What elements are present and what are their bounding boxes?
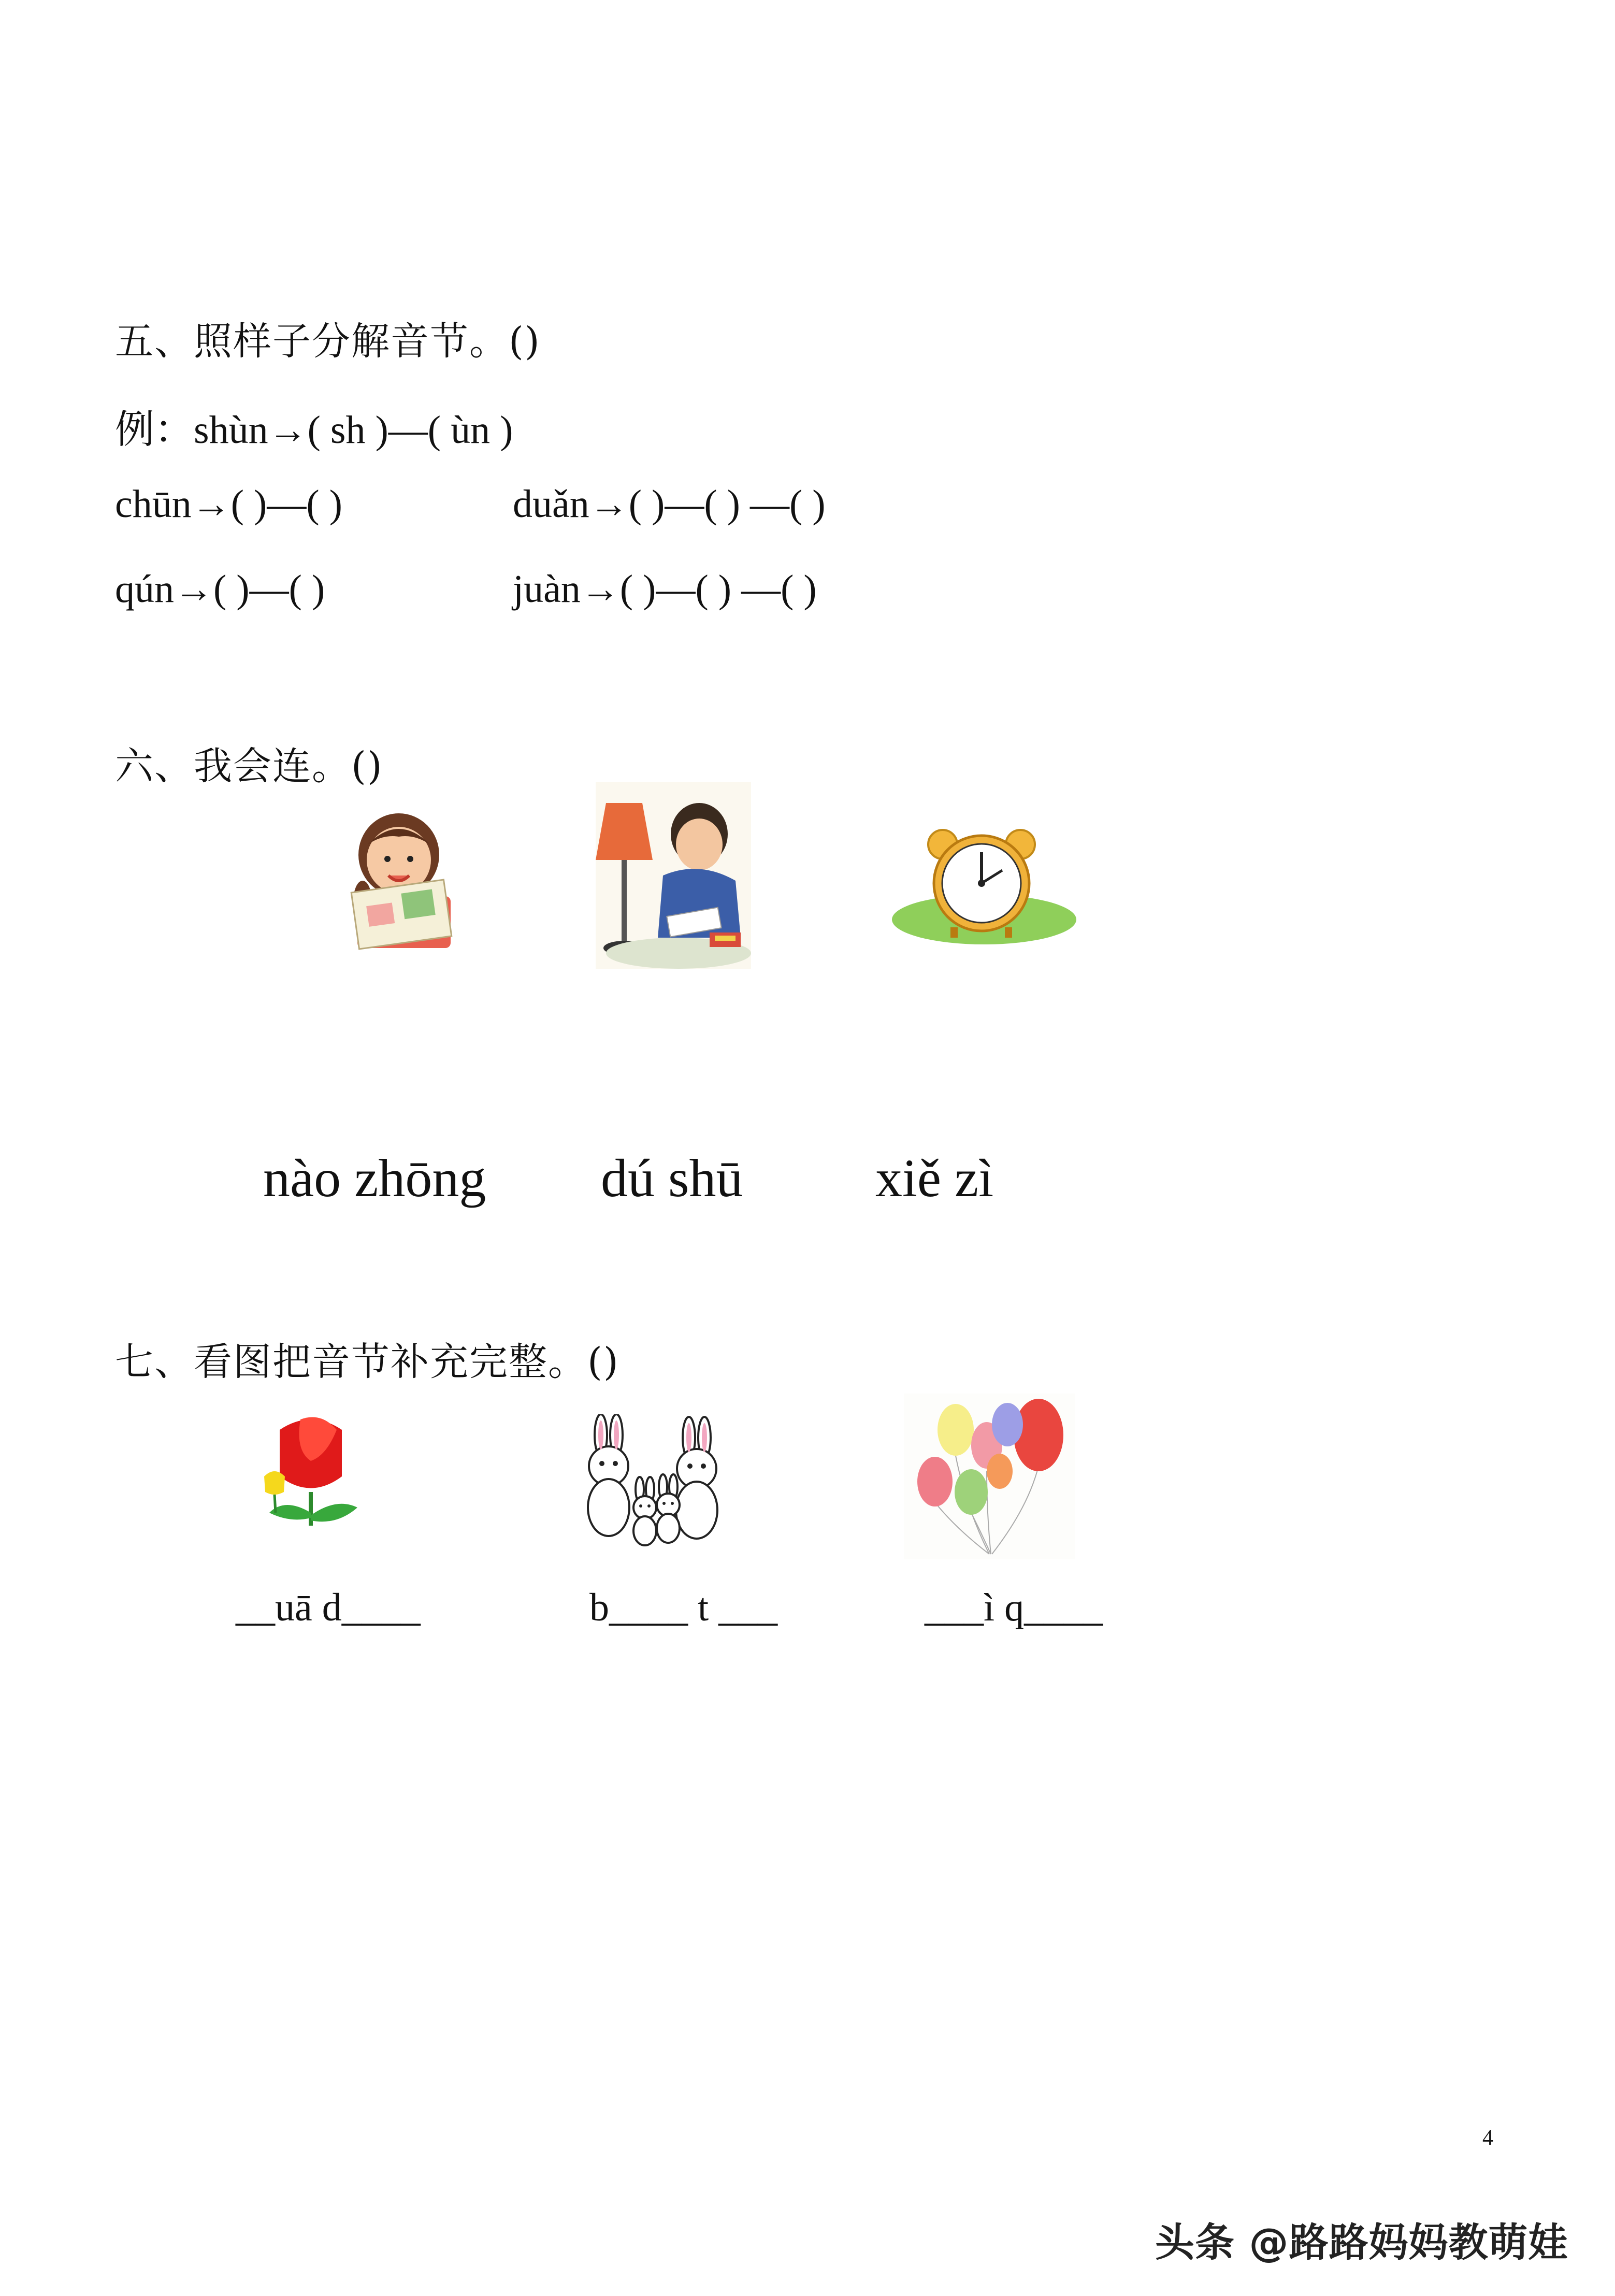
section7-title: 七、看图把音节补充完整。() xyxy=(115,1340,619,1384)
section5-row2-left: qún→( )—( ) xyxy=(115,567,325,611)
blank-balloons: ___ì q____ xyxy=(925,1586,1103,1629)
word-xie-zi: xiě zì xyxy=(875,1149,994,1208)
watermark: 头条 @路路妈妈教萌娃 xyxy=(1155,2219,1568,2265)
section5-example: 例：shùn→( sh )—( ùn ) xyxy=(115,408,513,452)
alarm-clock-picture xyxy=(891,824,1077,948)
boy-writing-picture xyxy=(596,782,751,969)
section5-title: 五、照样子分解音节。() xyxy=(115,319,541,364)
flower-picture xyxy=(254,1409,368,1528)
word-nao-zhong: nào zhōng xyxy=(263,1149,486,1208)
section5-row2-right: juàn→( )—( ) —( ) xyxy=(513,567,817,611)
section6-title: 六、我会连。() xyxy=(115,744,383,788)
balloons-picture xyxy=(904,1394,1075,1559)
section5-row1-left: chūn→( )—( ) xyxy=(115,482,342,526)
rabbits-picture xyxy=(575,1414,725,1549)
girl-reading-picture xyxy=(326,798,471,953)
section5-row1-right: duǎn→( )—( ) —( ) xyxy=(513,482,826,526)
blank-rabbits: b____ t ___ xyxy=(589,1586,778,1629)
blank-flower: __uā d____ xyxy=(236,1586,421,1629)
page-number: 4 xyxy=(1482,2126,1493,2150)
word-du-shu: dú shū xyxy=(601,1149,743,1208)
